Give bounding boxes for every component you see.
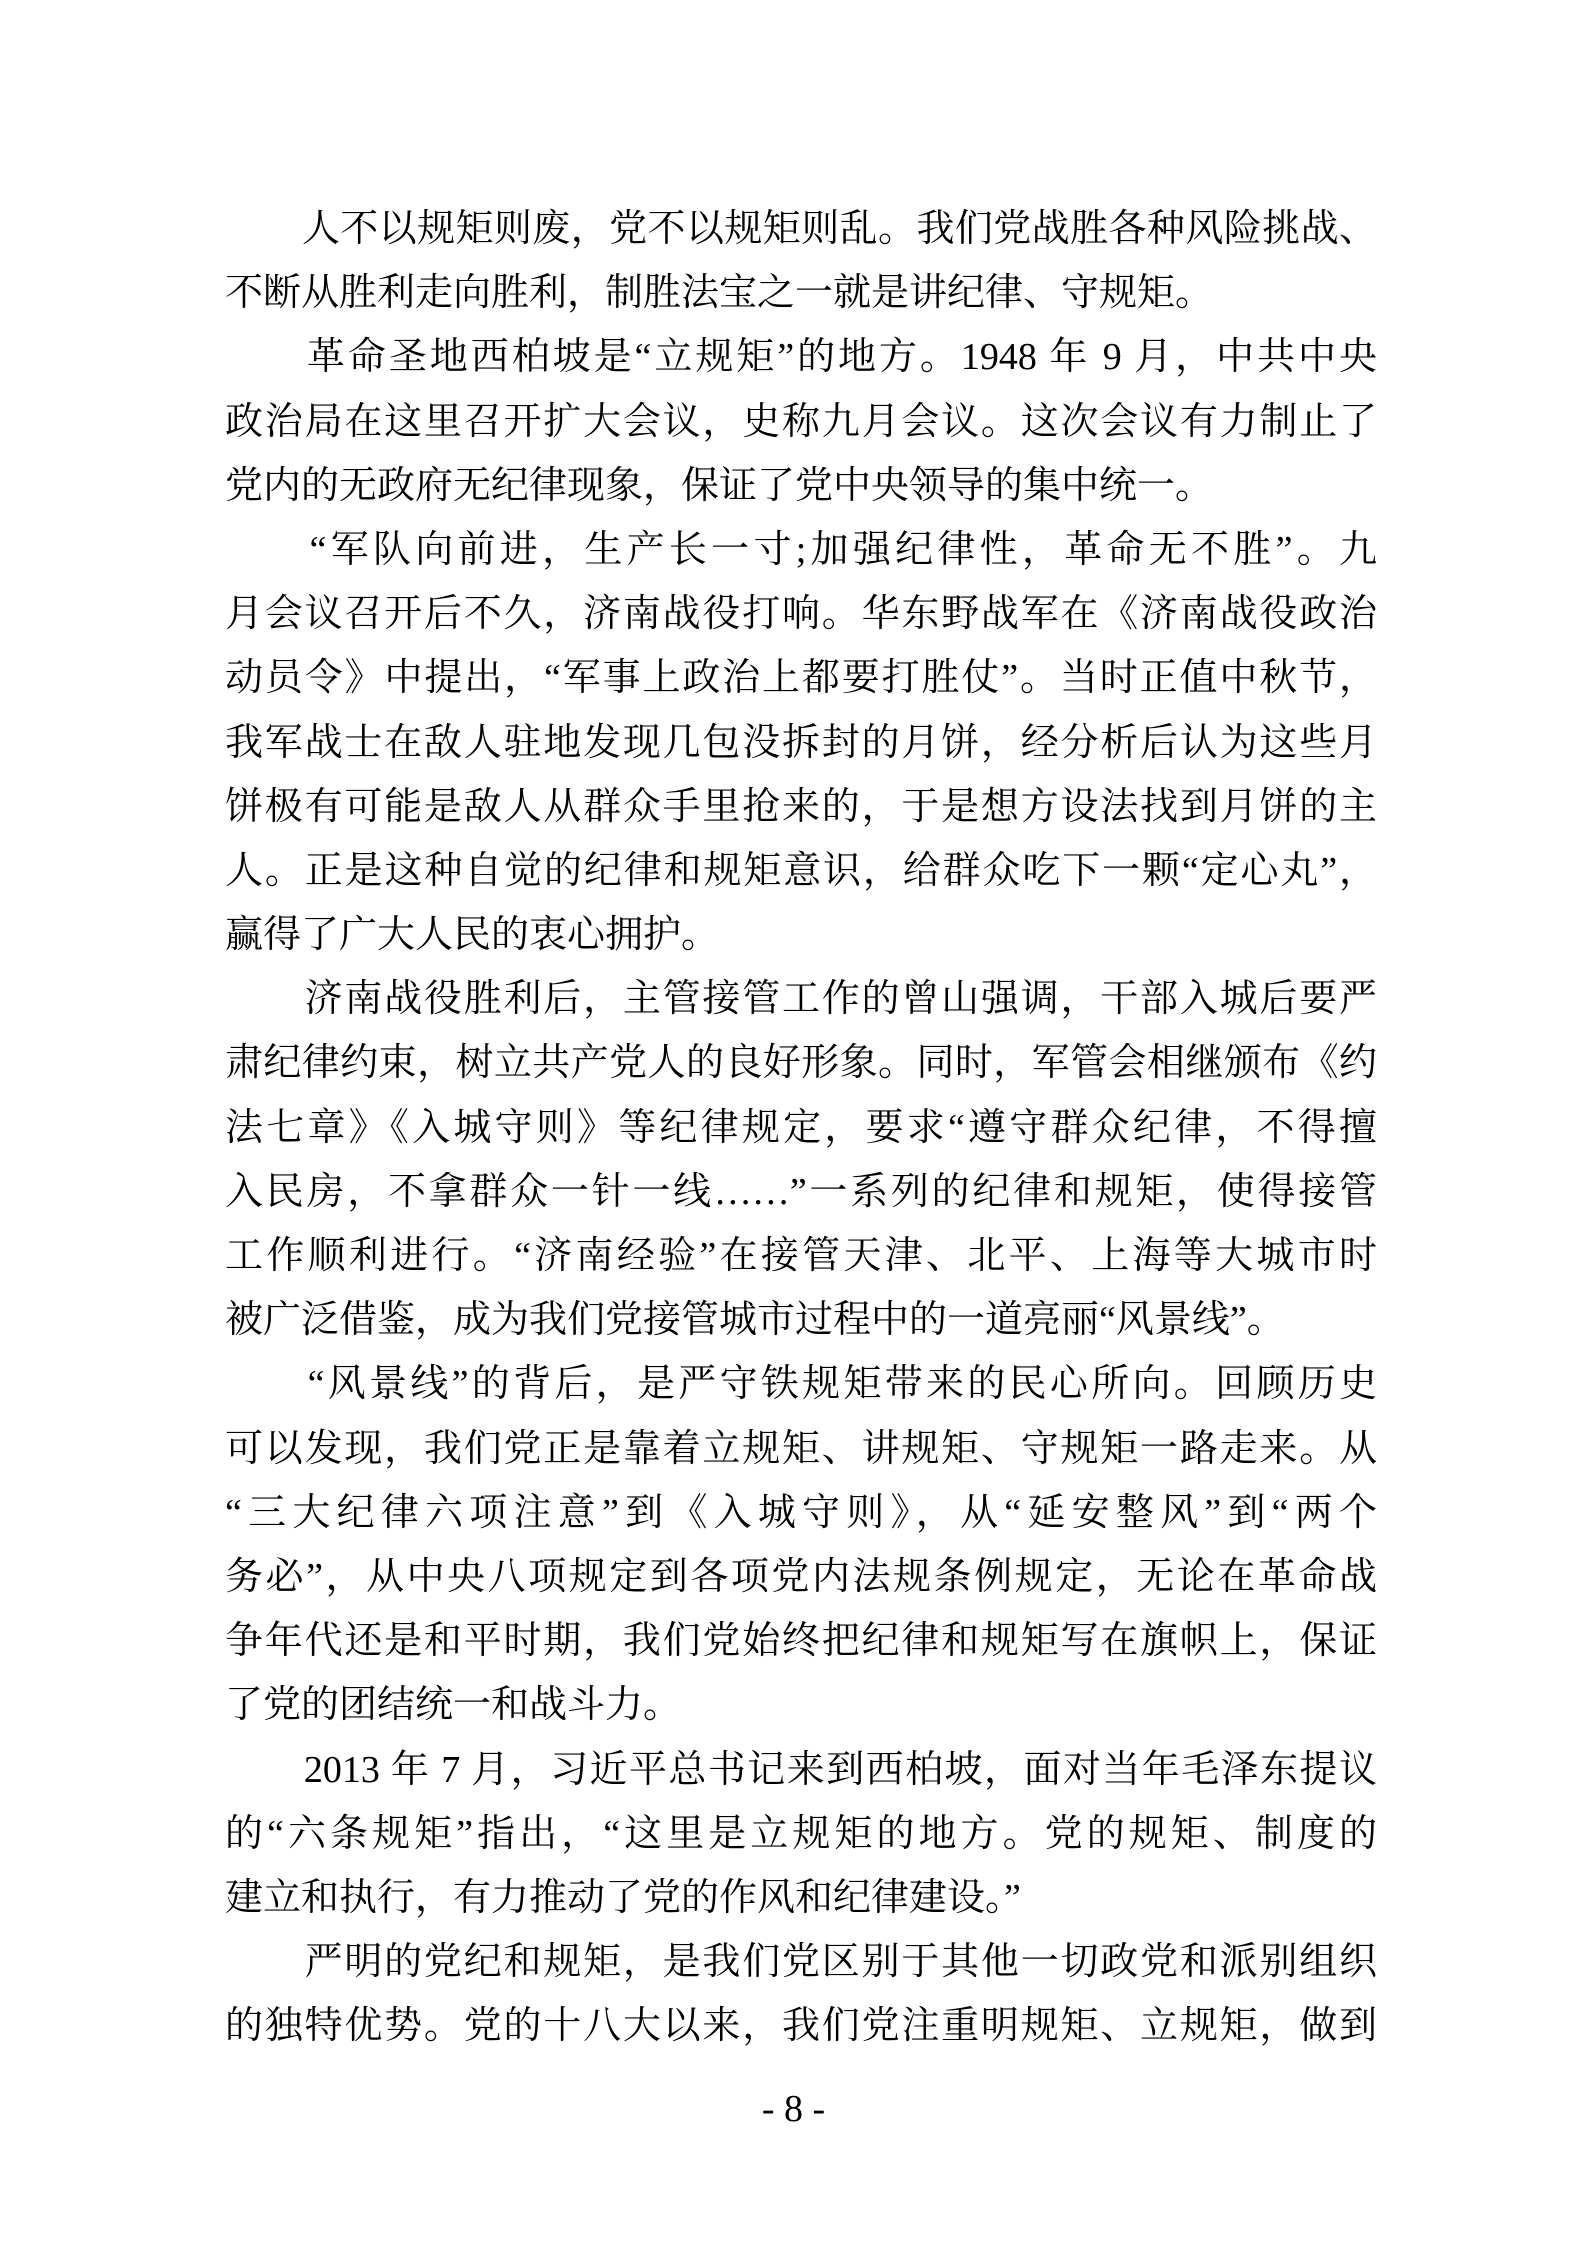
text-line: 法七章》《入城守则》等纪律规定，要求“遵守群众纪律，不得擅: [225, 1106, 1377, 1149]
text-line: 人。正是这种自觉的纪律和规矩意识，给群众吃下一颗“定心丸”，: [225, 849, 1377, 892]
text-line: 济南战役胜利后，主管接管工作的曾山强调，干部入城后要严: [225, 978, 1377, 1021]
text-line: 革命圣地西柏坡是“立规矩”的地方。1948 年 9 月，中共中央: [225, 336, 1377, 379]
page-number: - 8 -: [761, 2088, 826, 2130]
text-line: 的独特优势。党的十八大以来，我们党注重明规矩、立规矩，做到: [225, 2005, 1377, 2048]
text-line: 入民房，不拿群众一针一线……”一系列的纪律和规矩，使得接管: [225, 1170, 1377, 1213]
text-line: 务必”，从中央八项规定到各项党内法规条例规定，无论在革命战: [225, 1555, 1377, 1598]
text-line: 争年代还是和平时期，我们党始终把纪律和规矩写在旗帜上，保证: [225, 1620, 1377, 1663]
text-line: “军队向前进，生产长一寸;加强纪律性，革命无不胜”。九: [225, 528, 1377, 571]
text-line: 了党的团结统一和战斗力。: [225, 1684, 682, 1727]
text-line: 月会议召开后不久，济南战役打响。华东野战军在《济南战役政治: [225, 593, 1377, 636]
text-line: “三大纪律六项注意”到《入城守则》，从“延安整风”到“两个: [225, 1491, 1377, 1534]
text-line: 饼极有可能是敌人从群众手里抢来的，于是想方设法找到月饼的主: [225, 785, 1377, 828]
text-line: 2013 年 7 月，习近平总书记来到西柏坡，面对当年毛泽东提议: [225, 1748, 1377, 1791]
text-line: 严明的党纪和规矩，是我们党区别于其他一切政党和派别组织: [225, 1941, 1377, 1984]
text-line: 政治局在这里召开扩大会议，史称九月会议。这次会议有力制止了: [225, 400, 1377, 443]
text-line: 不断从胜利走向胜利，制胜法宝之一就是讲纪律、守规矩。: [225, 272, 1214, 315]
body-text: [225, 197, 1377, 2058]
text-line: 动员令》中提出，“军事上政治上都要打胜仗”。当时正值中秋节，: [225, 657, 1377, 700]
text-line: 建立和执行，有力推动了党的作风和纪律建设。”: [225, 1876, 1021, 1919]
text-line: 赢得了广大人民的衷心拥护。: [225, 914, 720, 957]
text-line: 工作顺利进行。“济南经验”在接管天津、北平、上海等大城市时: [225, 1235, 1377, 1277]
text-line: 我军战士在敌人驻地发现几包没拆封的月饼，经分析后认为这些月: [225, 721, 1377, 764]
text-line: 肃纪律约束，树立共产党人的良好形象。同时，军管会相继颁布《约: [225, 1042, 1377, 1085]
text-line: 的“六条规矩”指出，“这里是立规矩的地方。党的规矩、制度的: [225, 1812, 1377, 1855]
text-line: “风景线”的背后，是严守铁规矩带来的民心所向。回顾历史: [225, 1363, 1377, 1406]
text-line: 被广泛借鉴，成为我们党接管城市过程中的一道亮丽“风景线”。: [225, 1299, 1285, 1342]
text-line: 人不以规矩则废，党不以规矩则乱。我们党战胜各种风险挑战、: [225, 208, 1377, 250]
text-line: 党内的无政府无纪律现象，保证了党中央领导的集中统一。: [225, 464, 1214, 507]
text-line: 可以发现，我们党正是靠着立规矩、讲规矩、守规矩一路走来。从: [225, 1427, 1377, 1470]
